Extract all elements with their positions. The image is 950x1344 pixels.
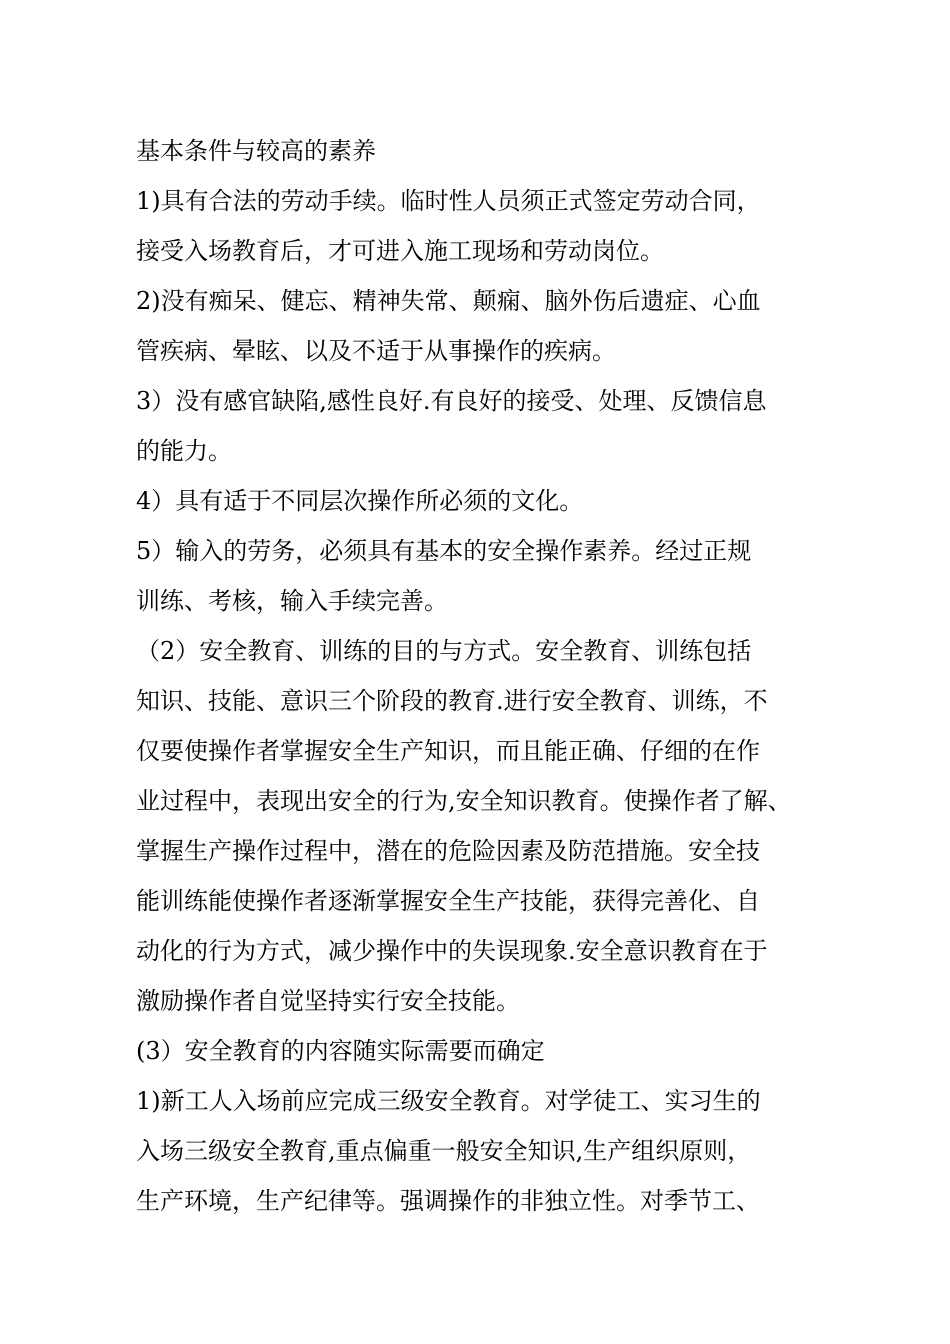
- text-line: 3）没有感官缺陷,感性良好.有良好的接受、处理、反馈信息: [136, 387, 767, 415]
- text-line: 接受入场教育后，才可进入施工现场和劳动岗位。: [136, 237, 664, 265]
- text-line: (3）安全教育的内容随实际需要而确定: [136, 1037, 545, 1065]
- text-line: 业过程中，表现出安全的行为,安全知识教育。使操作者了解、: [136, 787, 792, 815]
- text-line: 生产环境，生产纪律等。强调操作的非独立性。对季节工、: [136, 1187, 760, 1215]
- text-line: 4）具有适于不同层次操作所必须的文化。: [136, 487, 584, 515]
- text-line: 训练、考核，输入手续完善。: [136, 587, 448, 615]
- text-line: 能训练能使操作者逐渐掌握安全生产技能，获得完善化、自: [136, 887, 760, 915]
- text-line: 掌握生产操作过程中，潜在的危险因素及防范措施。安全技: [136, 837, 760, 865]
- text-line: 知识、技能、意识三个阶段的教育.进行安全教育、训练，不: [136, 687, 768, 715]
- text-line: 入场三级安全教育,重点偏重一般安全知识,生产组织原则，: [136, 1137, 752, 1165]
- text-line: 激励操作者自觉坚持实行安全技能。: [136, 987, 520, 1015]
- text-line: （2）安全教育、训练的目的与方式。安全教育、训练包括: [136, 637, 752, 665]
- text-line: 5）输入的劳务，必须具有基本的安全操作素养。经过正规: [136, 537, 752, 565]
- text-line: 的能力。: [136, 437, 232, 465]
- text-line: 2)没有痴呆、健忘、精神失常、颠痫、脑外伤后遗症、心血: [136, 287, 761, 315]
- text-line: 1)新工人入场前应完成三级安全教育。对学徒工、实习生的: [136, 1087, 761, 1115]
- document-body: [136, 126, 836, 1226]
- section-heading: 基本条件与较高的素养: [136, 137, 376, 165]
- text-line: 管疾病、晕眩、以及不适于从事操作的疾病。: [136, 337, 616, 365]
- text-line: 动化的行为方式，减少操作中的失误现象.安全意识教育在于: [136, 937, 768, 965]
- text-line: 1)具有合法的劳动手续。临时性人员须正式签定劳动合同，: [136, 187, 761, 215]
- text-line: 仅要使操作者掌握安全生产知识，而且能正确、仔细的在作: [136, 737, 760, 765]
